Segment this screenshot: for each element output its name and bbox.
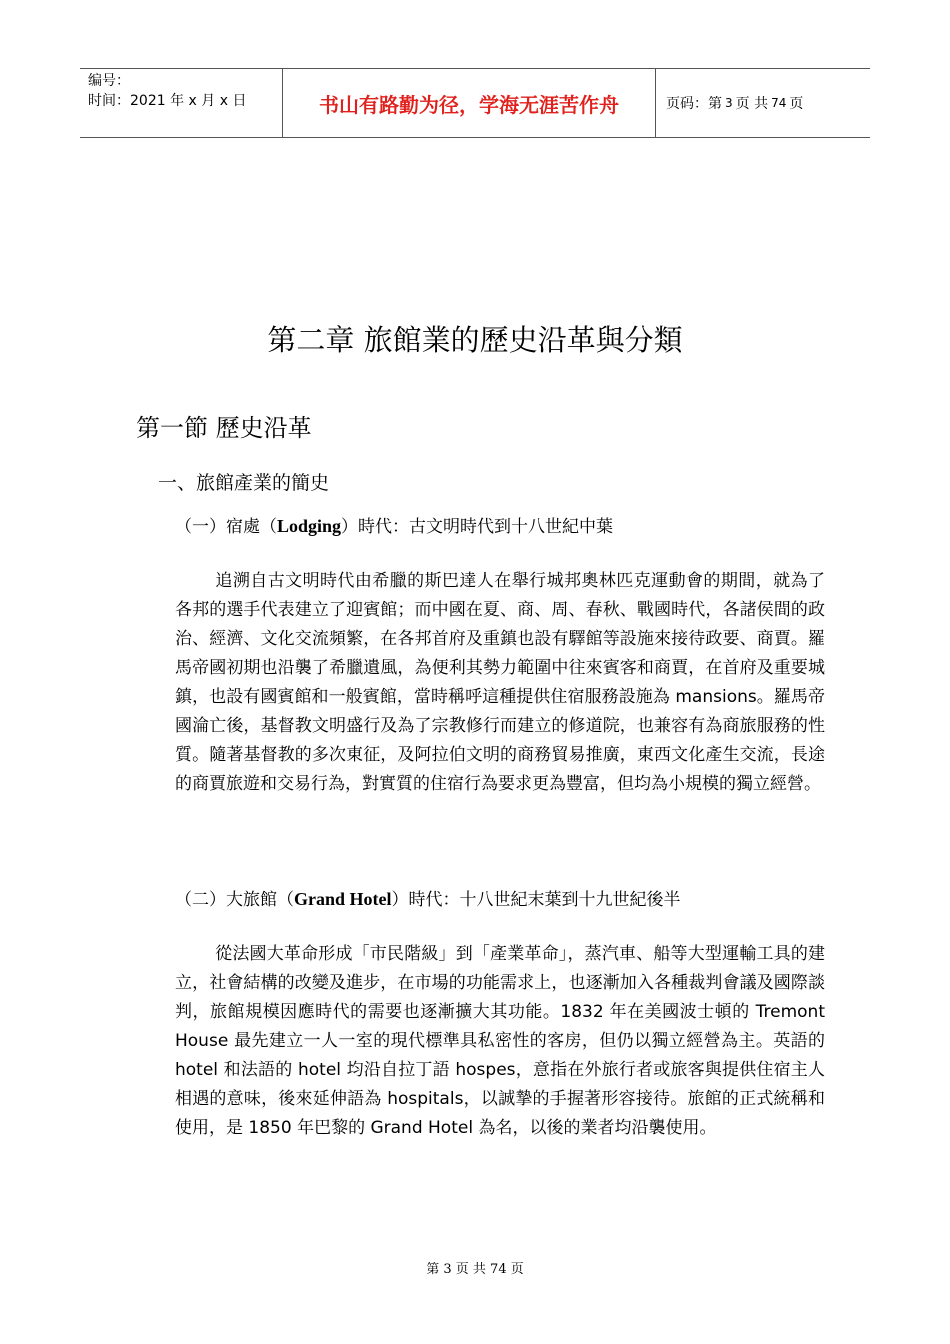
era1-paragraph	[175, 567, 825, 799]
era2-heading-en: Grand Hotel	[294, 889, 392, 909]
header-meta	[80, 69, 282, 137]
document-header	[80, 68, 870, 138]
era1-heading-post: ）時代：古文明時代到十八世紀中葉	[341, 517, 614, 537]
section-title: 第一節 歷史沿革	[136, 414, 312, 442]
subsection-title: 一、旅館產業的簡史	[158, 472, 330, 494]
era1-heading	[175, 512, 613, 537]
page-label-suffix: 页	[789, 96, 804, 112]
era1-paragraph-text: 追溯自古文明時代由希臘的斯巴達人在舉行城邦奧林匹克運動會的期間，就為了各邦的選手代表建立了迎賓館；而中國在夏、商、周、春秋、戰國時代，各諸侯間的政治、經濟、文化交流頻繁，在各邦首府及重鎮也設有驛館等設施來接待政要、商賈。羅馬帝國初期也沿襲了希臘遺風，為便利其勢力範圍中往來賓客和商賈，在首府及重要城鎮，也設有國賓館和一般賓館，當時稱呼這種提供住宿服務設施為 mansions。羅馬帝國淪亡後，基督教文明盛行及為了宗教修行而建立的修道院，也兼容有為商旅服務的性質。隨著基督教的多次東征，及阿拉伯文明的商務貿易推廣，東西文化產生交流，長途的商賈旅遊和交易行為，對實質的住宿行為要求更為豐富，但均為小規模的獨立經營。	[175, 571, 825, 794]
era2-heading	[175, 885, 681, 910]
number-label: 编号：	[88, 73, 130, 89]
era2-heading-pre: （二）大旅館（	[175, 890, 294, 910]
page-footer: 第 3 页 共 74 页	[426, 1262, 524, 1277]
page-total: 74	[771, 96, 787, 110]
chapter-title: 第二章 旅館業的歷史沿革與分類	[267, 323, 683, 357]
era2-paragraph	[175, 940, 825, 1143]
header-page-info	[656, 69, 870, 137]
header-motto: 书山有路勤为径，学海无涯苦作舟	[282, 69, 656, 137]
page-label-mid: 页 共	[735, 96, 769, 112]
time-label: 时间：2021 年 x 月 x 日	[88, 93, 247, 109]
era2-paragraph-text: 從法國大革命形成「市民階級」到「產業革命」，蒸汽車、船等大型運輸工具的建立，社會結構的改變及進步，在市場的功能需求上，也逐漸加入各種裁判會議及國際談判，旅館規模因應時代的需要也逐漸擴大其功能。1832 年在美國波士頓的 Tremont House 最先建立一人一室的現代標準具私密性的客房，但仍以獨立經營為主。英語的 hotel 和法語的 hotel 均沿自拉丁語 hospes，意指在外旅行者或旅客與提供住宿主人相遇的意味，後來延伸語為 hospitals，以誠摯的手握著形容接待。旅館的正式統稱和使用，是 1850 年巴黎的 Grand Hotel 為名，以後的業者均沿襲使用。	[175, 944, 825, 1138]
era1-heading-pre: （一）宿處（	[175, 517, 277, 537]
page-label-prefix: 页码：第	[666, 96, 722, 112]
era2-heading-post: ）時代：十八世紀末葉到十九世紀後半	[391, 890, 681, 910]
era1-heading-en: Lodging	[277, 516, 342, 536]
page-current: 3	[725, 96, 733, 110]
